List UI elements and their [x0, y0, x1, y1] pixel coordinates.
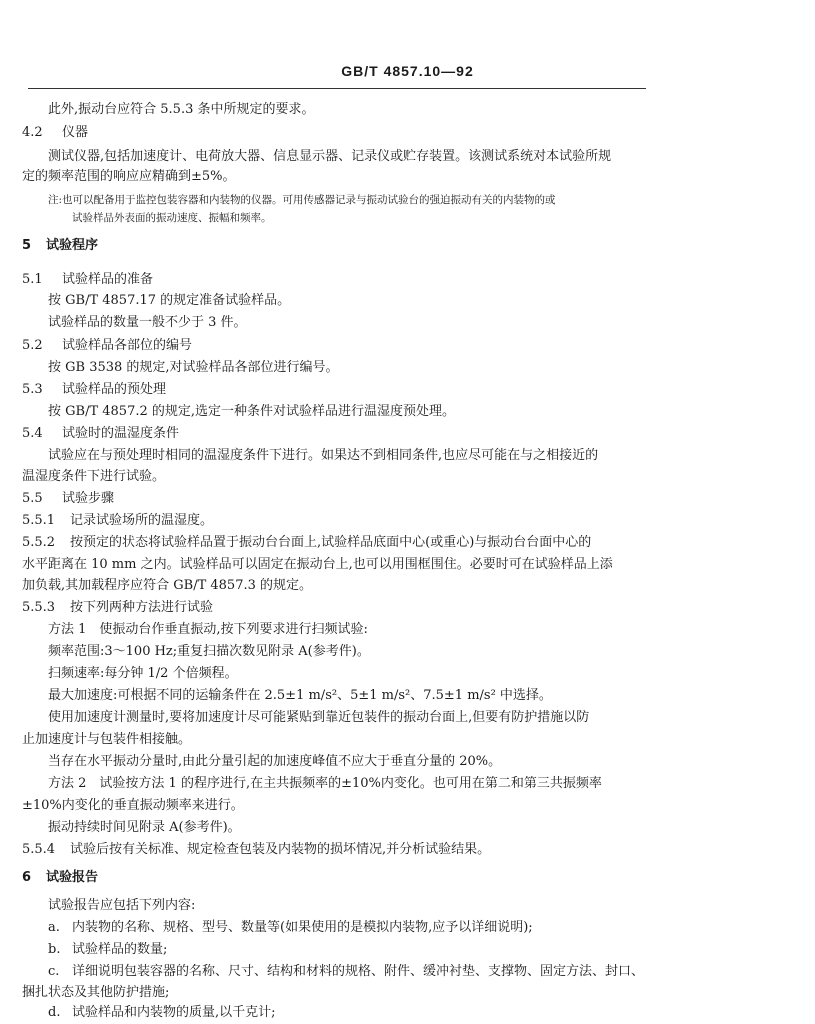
paragraph-line: 加负载,其加载程序应符合 GB/T 4857.3 的规定。 — [22, 578, 313, 593]
list-marker: c. — [48, 964, 60, 979]
paragraph-line: 使用加速度计测量时,要将加速度计尽可能紧贴到靠近包装件的振动台面上,但要有防护措施以防 — [48, 710, 590, 725]
clause-title: 试验样品的准备 — [62, 272, 154, 287]
paragraph-line: 试验报告应包括下列内容: — [48, 898, 196, 913]
standard-number-header: GB/T 4857.10—92 — [341, 63, 474, 79]
paragraph-line: 按 GB 3538 的规定,对试验样品各部位进行编号。 — [48, 360, 339, 375]
paragraph-line: 振动持续时间见附录 A(参考件)。 — [48, 820, 241, 835]
clause-text: 按下列两种方法进行试验 — [70, 600, 214, 615]
section-number: 5 — [22, 238, 32, 253]
list-text: 试验样品的数量; — [72, 942, 168, 957]
note-line — [48, 190, 652, 210]
paragraph-line: 水平距离在 10 mm 之内。试验样品可以固定在振动台上,也可以用围框围住。必要时可在试验样品上添 — [22, 557, 613, 572]
list-item-a — [48, 918, 652, 938]
clause-number: 5.2 — [22, 338, 43, 353]
section-title: 试验程序 — [46, 238, 99, 253]
paragraph-line: 捆扎状态及其他防护措施; — [22, 985, 170, 1000]
clause-text: 按预定的状态将试验样品置于振动台台面上,试验样品底面中心(或重心)与振动台台面中心的 — [70, 535, 592, 550]
clause-number: 5.5 — [22, 491, 43, 506]
paragraph-line: 试验应在与预处理时相同的温湿度条件下进行。如果达不到相同条件,也应尽可能在与之相接近的 — [48, 448, 599, 463]
clause-title: 试验步骤 — [62, 491, 115, 506]
list-text: 试验样品和内装物的质量,以千克计; — [72, 1005, 276, 1020]
paragraph-line: ±10%内变化的垂直振动频率来进行。 — [22, 798, 244, 813]
clause-number: 4.2 — [22, 125, 43, 140]
note-text: 也可以配备用于监控包装容器和内装物的仪器。可用传感器记录与振动试验台的强迫振动有关的内装物的或 — [62, 194, 556, 206]
clause-number: 5.5.2 — [22, 535, 56, 550]
clause-heading-5-1 — [22, 270, 652, 290]
clause-5-5-3 — [22, 598, 652, 618]
clause-heading-5-3 — [22, 380, 652, 400]
list-item-d — [48, 1003, 652, 1023]
paragraph-line: 按 GB/T 4857.17 的规定准备试验样品。 — [48, 293, 291, 308]
clause-heading-5-5 — [22, 489, 652, 509]
list-item-c — [48, 962, 652, 982]
section-number: 6 — [22, 870, 32, 885]
paragraph-line: 方法 2 试验按方法 1 的程序进行,在主共振频率的±10%内变化。也可用在第二和第三共振频率 — [48, 776, 602, 791]
paragraph-line: 测试仪器,包括加速度计、电荷放大器、信息显示器、记录仪或贮存装置。该测试系统对本试验所规 — [48, 149, 612, 164]
clause-title: 试验时的温湿度条件 — [62, 426, 180, 441]
list-marker: d. — [48, 1005, 61, 1020]
section-heading-5 — [22, 236, 652, 256]
paragraph-line: 最大加速度:可根据不同的运输条件在 2.5±1 m/s²、5±1 m/s²、7.5±1 m/s² 中选择。 — [48, 688, 552, 703]
section-title: 试验报告 — [46, 870, 99, 885]
paragraph-line: 按 GB/T 4857.2 的规定,选定一种条件对试验样品进行温湿度预处理。 — [48, 404, 456, 419]
clause-number: 5.3 — [22, 382, 43, 397]
clause-heading-4-2 — [22, 123, 652, 143]
clause-number: 5.5.3 — [22, 600, 56, 615]
paragraph-line: 此外,振动台应符合 5.5.3 条中所规定的要求。 — [48, 102, 315, 117]
clause-title: 试验样品的预处理 — [62, 382, 167, 397]
clause-number: 5.5.4 — [22, 842, 56, 857]
paragraph-line: 方法 1 使振动台作垂直振动,按下列要求进行扫频试验: — [48, 622, 368, 637]
paragraph-line: 温湿度条件下进行试验。 — [22, 469, 166, 484]
clause-heading-5-2 — [22, 336, 652, 356]
paragraph-line: 定的频率范围的响应应精确到±5%。 — [22, 169, 236, 184]
paragraph-line: 当存在水平振动分量时,由此分量引起的加速度峰值不应大于垂直分量的 20%。 — [48, 754, 502, 769]
paragraph-line: 试验样品的数量一般不少于 3 件。 — [48, 315, 247, 330]
clause-heading-5-4 — [22, 424, 652, 444]
clause-text: 记录试验场所的温湿度。 — [70, 513, 214, 528]
section-heading-6 — [22, 868, 652, 888]
clause-text: 试验后按有关标准、规定检查包装及内装物的损坏情况,并分析试验结果。 — [70, 842, 491, 857]
header-rule — [28, 88, 646, 89]
clause-number: 5.5.1 — [22, 513, 56, 528]
clause-number: 5.1 — [22, 272, 43, 287]
list-text: 内装物的名称、规格、型号、数量等(如果使用的是模拟内装物,应予以详细说明); — [72, 920, 533, 935]
clause-number: 5.4 — [22, 426, 43, 441]
paragraph-line: 止加速度计与包装件相接触。 — [22, 732, 192, 747]
list-text: 详细说明包装容器的名称、尺寸、结构和材料的规格、附件、缓冲衬垫、支撑物、固定方法、封口、 — [72, 964, 645, 979]
clause-title: 仪器 — [62, 125, 89, 140]
clause-title: 试验样品各部位的编号 — [62, 338, 193, 353]
list-marker: b. — [48, 942, 61, 957]
paragraph-line: 扫频速率:每分钟 1/2 个倍频程。 — [48, 666, 238, 681]
clause-5-5-2 — [22, 533, 652, 553]
clause-5-5-4 — [22, 840, 652, 860]
paragraph-line: 频率范围:3～100 Hz;重复扫描次数见附录 A(参考件)。 — [48, 644, 370, 659]
clause-5-5-1 — [22, 511, 652, 531]
note-line: 试验样品外表面的振动速度、振幅和频率。 — [72, 212, 272, 224]
list-marker: a. — [48, 920, 60, 935]
note-label: 注: — [48, 194, 63, 206]
list-item-b — [48, 940, 652, 960]
